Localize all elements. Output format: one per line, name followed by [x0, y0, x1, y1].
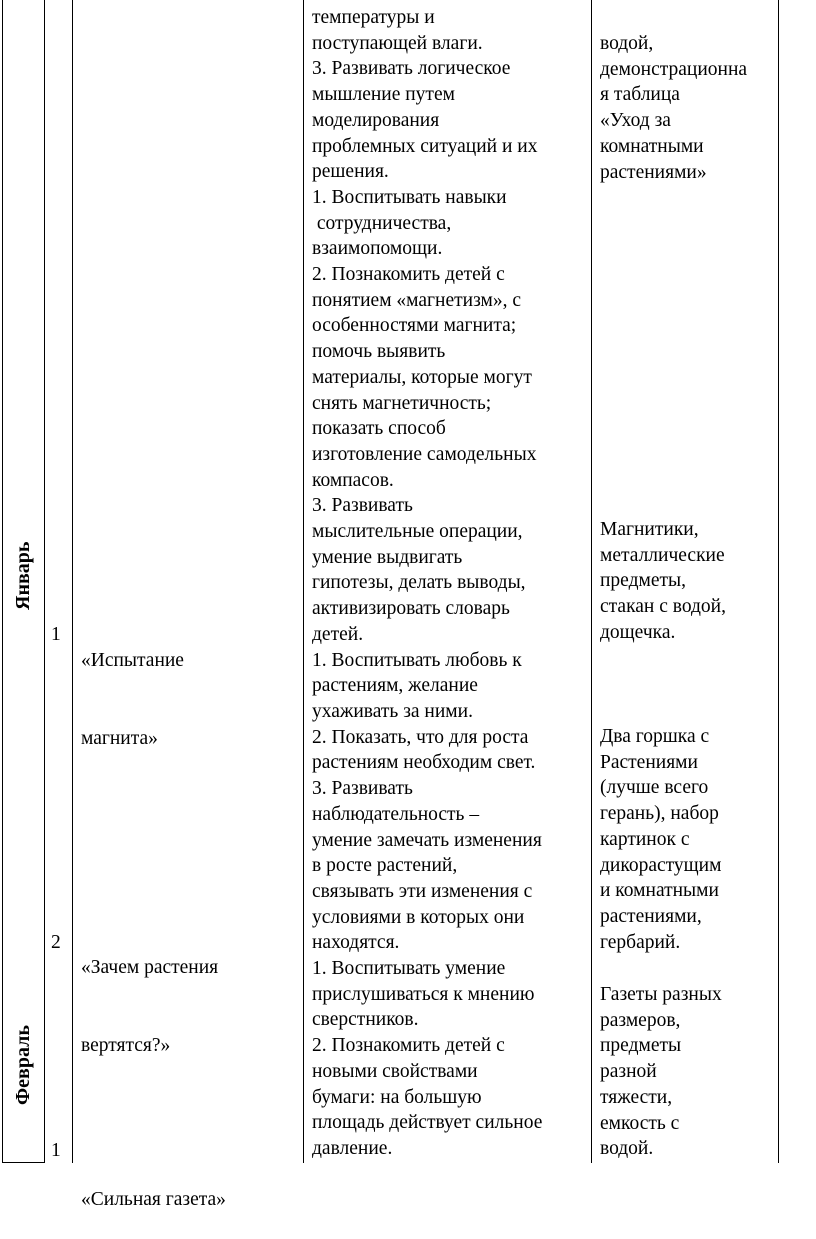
lesson-topic: [81, 597, 184, 777]
text-line: емкость с: [600, 1112, 680, 1134]
text-line: 3. Развивать: [312, 495, 413, 517]
lesson-topic: [81, 904, 218, 1084]
text-line: Магнитики,: [600, 519, 699, 540]
text-line: гербарий.: [600, 931, 681, 953]
text-line: комнатными: [600, 135, 704, 157]
materials-block: [600, 982, 722, 1162]
text-line: температуры и: [312, 7, 435, 28]
text-line: дощечка.: [600, 621, 676, 643]
materials-block: [600, 517, 726, 646]
text-line: (лучше всего: [600, 777, 709, 799]
column-divider-number: [72, 0, 73, 1163]
text-line: мыслительные операции,: [312, 521, 523, 543]
text-line: демонстрационна: [600, 58, 748, 80]
text-line: дикорастущим: [600, 854, 722, 876]
materials-block: [600, 724, 721, 955]
text-line: «Уход за: [600, 110, 671, 132]
text-line: растениям, желание: [312, 675, 478, 697]
text-line: моделирования: [312, 109, 440, 131]
text-line: детей.: [312, 623, 364, 645]
text-line: 2. Показать, что для роста: [312, 726, 529, 748]
text-line: условиями в которых они: [312, 906, 525, 928]
text-line: и комнатными: [600, 880, 719, 902]
text-line: Газеты разных: [600, 984, 722, 1005]
table-border-right: [778, 0, 779, 1163]
text-line: Растениями: [600, 751, 698, 773]
text-line: водой.: [600, 1138, 654, 1160]
text-line: помочь выявить: [312, 341, 446, 363]
text-line: 2. Познакомить детей с: [312, 264, 505, 286]
table-border-left: [2, 0, 3, 1163]
text-line: новыми свойствами: [312, 1060, 478, 1082]
text-line: умение выдвигать: [312, 546, 463, 568]
text-line: проблемных ситуаций и их: [312, 135, 538, 157]
text-line: умение замечать изменения: [312, 829, 542, 851]
text-line: показать способ: [312, 418, 446, 440]
text-line: 1. Воспитывать умение: [312, 958, 506, 980]
materials-block: [600, 31, 747, 185]
text-line: наблюдательность –: [312, 803, 480, 825]
text-line: компасов.: [312, 469, 394, 491]
text-line: разной: [600, 1061, 657, 1083]
text-line: стакан с водой,: [600, 596, 726, 618]
column-divider-topic: [303, 0, 304, 1163]
text-line: растениями»: [600, 161, 707, 183]
text-line: картинок с: [600, 828, 690, 850]
text-line: герань), набор: [600, 803, 719, 825]
text-line: понятием «магнетизм», с: [312, 289, 521, 311]
text-line: активизировать словарь: [312, 598, 510, 620]
text-line: предметы: [600, 1035, 682, 1057]
text-line: размеров,: [600, 1009, 681, 1031]
text-line: материалы, которые могут: [312, 366, 532, 388]
text-line: сверстников.: [312, 1009, 419, 1031]
row-divider-february: [2, 1162, 45, 1163]
text-line: взаимопомощи.: [312, 238, 443, 260]
text-line: площадь действует сильное: [312, 1112, 543, 1134]
text-line: прислушиваться к мнению: [312, 983, 535, 1005]
text-line: находятся.: [312, 932, 400, 954]
topic-line: «Зачем растения: [81, 957, 219, 979]
text-line: связывать эти изменения с: [312, 880, 533, 902]
text-line: бумаги: на большую: [312, 1086, 482, 1108]
topic-line: «Испытание: [81, 650, 184, 672]
text-line: 1. Воспитывать навыки: [312, 186, 507, 208]
text-line: растениями,: [600, 905, 702, 927]
column-divider-month: [44, 0, 45, 1163]
text-line: ухаживать за ними.: [312, 700, 473, 722]
text-line: металлические: [600, 544, 725, 566]
goals-column: [312, 5, 542, 1162]
column-divider-goals: [591, 0, 592, 1163]
text-line: изготовление самодельных: [312, 443, 537, 465]
text-line: в росте растений,: [312, 855, 458, 877]
month-january-label: Январь: [12, 541, 34, 610]
month-february-label: Февраль: [12, 1025, 34, 1105]
lesson-number: 1: [51, 1140, 61, 1161]
text-line: водой,: [600, 33, 654, 54]
text-line: мышление путем: [312, 84, 455, 106]
lesson-topic: [81, 1136, 226, 1239]
text-line: сотрудничества,: [312, 212, 452, 234]
text-line: тяжести,: [600, 1086, 673, 1108]
text-line: 2. Познакомить детей с: [312, 1035, 505, 1057]
text-line: 3. Развивать логическое: [312, 58, 511, 80]
text-line: особенностями магнита;: [312, 315, 517, 337]
lesson-number: 1: [51, 624, 61, 645]
text-line: Два горшка с: [600, 726, 710, 747]
topic-line: вертятся?»: [81, 1034, 171, 1056]
text-line: 1. Воспитывать любовь к: [312, 649, 522, 671]
text-line: предметы,: [600, 570, 686, 592]
text-line: поступающей влаги.: [312, 32, 483, 54]
text-line: я таблица: [600, 84, 680, 106]
lesson-number: 2: [51, 932, 61, 953]
text-line: решения.: [312, 161, 389, 183]
topic-line: «Сильная газета»: [81, 1189, 226, 1211]
text-line: гипотезы, делать выводы,: [312, 572, 526, 594]
text-line: снять магнетичность;: [312, 392, 492, 414]
text-line: 3. Развивать: [312, 778, 413, 800]
topic-line: магнита»: [81, 727, 158, 749]
text-line: растениям необходим свет.: [312, 752, 536, 774]
text-line: давление.: [312, 1137, 393, 1159]
